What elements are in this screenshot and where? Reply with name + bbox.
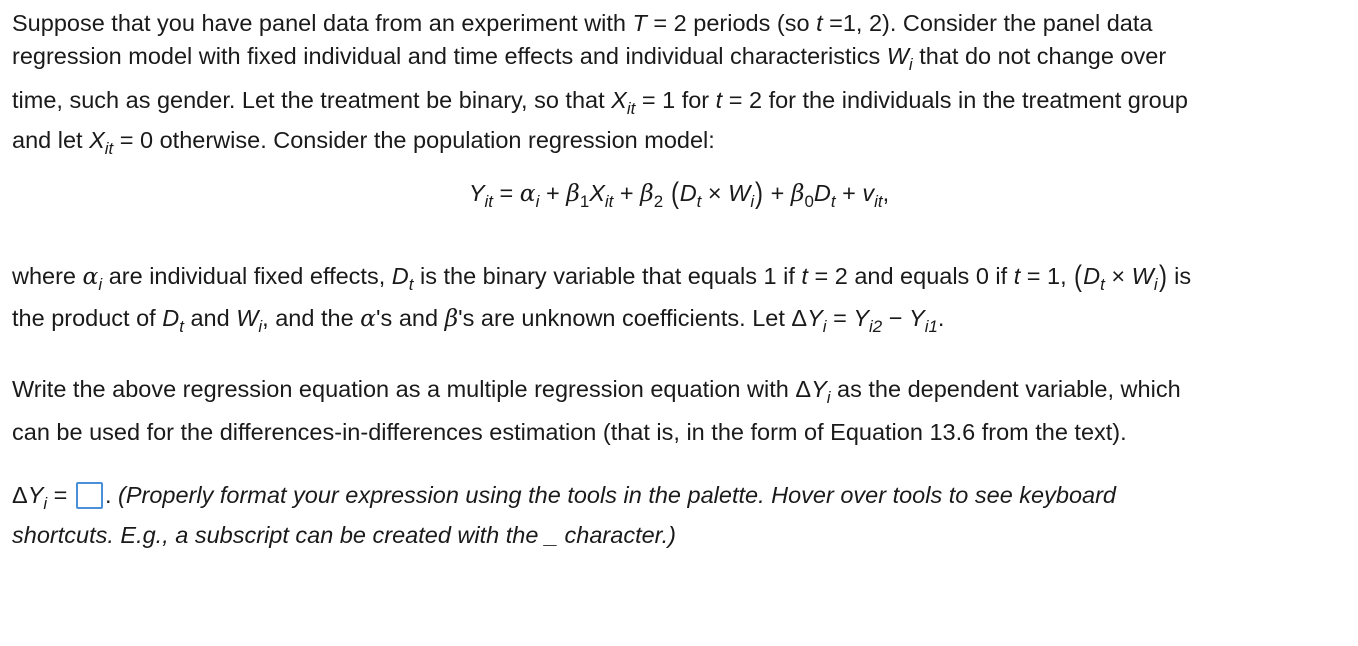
hint-text: (Properly format your expression using the tools in the palette. Hover over tools to see keyboard <box>118 482 1116 508</box>
intro-line-2: regression model with fixed individual and time effects and individual characteristics $W_i$ that do not change over <box>12 43 1167 74</box>
intro-line-1: Suppose that you have panel data from an experiment with T = 2 periods (so t =1, 2). Consider the panel data <box>12 10 1153 36</box>
instruction-line-1: Write the above regression equation as a multiple regression equation with $\Delta Y_i$ as the dependent variable, which <box>12 376 1181 407</box>
intro-line-3: time, such as gender. Let the treatment be binary, so that $X_{it} = 1$ for t = 2 for the individuals in the treatment group <box>12 87 1188 118</box>
regression-equation: $Y_{it} = \alpha_i + \beta_1X_{it} + \beta_2$ $(D_t \times W_i) + \beta_0D_t + v_{it}$, <box>468 177 890 211</box>
answer-line-2 <box>12 522 676 549</box>
definitions-line-1: where $\alpha_i$ are individual fixed effects, $D_t$ is the binary variable that equals 1 if t = 2 and equals 0 if t = 1, $(D_t \times W_i)$ is <box>12 260 1192 294</box>
answer-input[interactable] <box>76 482 103 509</box>
definitions-line-2: the product of $D_t$ and $W_i$, and the α's and β's are unknown coefficients. Let $\Delta Y_i = Y_{i2} - Y_{i1}$. <box>12 304 945 336</box>
answer-line-1: $\Delta Y_i$ = . (Properly format your expression using the tools in the palette. Hover over tools to see keyboard <box>12 482 1116 513</box>
instruction-line-2: can be used for the differences-in-differences estimation (that is, in the form of Equation 13.6 from the text). <box>12 419 1127 445</box>
intro-line-4: and let $X_{it} = 0$ otherwise. Consider the population regression model: <box>12 127 715 158</box>
hint-text-2: shortcuts. E.g., a subscript can be created with the _ character.) <box>12 522 676 548</box>
